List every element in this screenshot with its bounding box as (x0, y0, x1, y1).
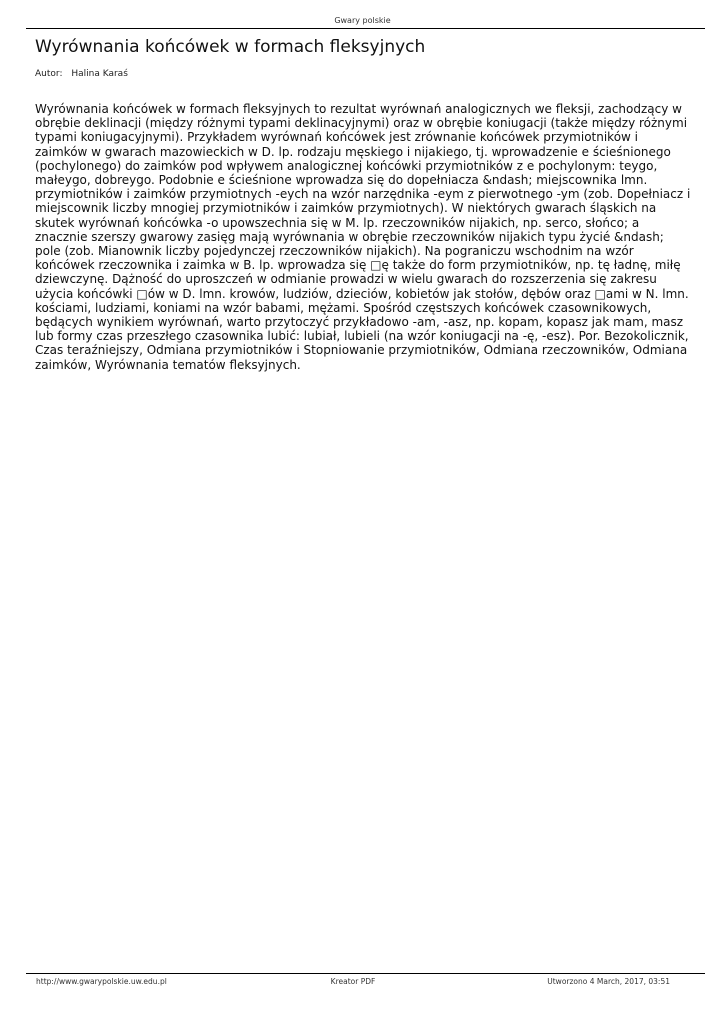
footer-url: http://www.gwarypolskie.uw.edu.pl (36, 977, 167, 986)
author-line (35, 68, 128, 80)
page-header: Gwary polskie (334, 16, 391, 25)
author-name: Halina Karaś (71, 69, 128, 79)
author-label: Autor: (35, 69, 63, 79)
page-title: Wyrównania końcówek w formach fleksyjnych (35, 37, 426, 57)
footer-divider (26, 973, 705, 974)
page-footer (36, 977, 670, 989)
article-body: Wyrównania końcówek w formach fleksyjnych to rezultat wyrównań analogicznych we fleksji, zachodzący w obrębie deklinacji (między różnymi typami deklinacyjnymi) oraz w obrębie koniugacji (także między różnymi typami koniugacyjnymi). Przykładem wyrównań końcówek jest zrównanie końcówek przymiotników i zaimków w gwarach mazowieckich w D. lp. rodzaju męskiego i nijakiego, tj. wprowadzenie e ścieśnionego (pochylonego) do zaimków pod wpływem analogicznej końcówki przymiotników z e pochylonym: teygo, małeygo, dobreygo. Podobnie e ścieśnione wprowadza się do dopełniacza &ndash; miejscownika lmn. przymiotników i zaimków przymiotnych -eych na wzór narzędnika -eym z pierwotnego -ym (zob. Dopełniacz i miejscownik liczby mnogiej przymiotników i zaimków przymiotnych). W niektórych gwarach śląskich na skutek wyrównań końcówka -o upowszechnia się w M. lp. rzeczowników nijakich, np. serco, słońco; a znacznie szerszy gwarowy zasięg mają wyrównania w obrębie rzeczowników nijakich typu życié &ndash; pole (zob. Mianownik liczby pojedynczej rzeczowników nijakich). Na pograniczu wschodnim na wzór końcówek rzeczownika i zaimka w B. lp. wprowadza się □ę także do form przymiotników, np. tę ładnę, miłę dziewczynę. Dążność do uproszczeń w odmianie prowadzi w wielu gwarach do rozszerzenia się zakresu użycia końcówki □ów w D. lmn. krowów, ludziów, dzieciów, kobietów jak stołów, dębów oraz □ami w N. lmn. kościami, ludziami, koniami na wzór babami, mężami. Spośród częstszych końcówek czasownikowych, będących wynikiem wyrównań, warto przytoczyć przykładowo -am, -asz, np. kopam, kopasz jak mam, masz lub formy czas przeszłego czasownika lubić: lubiał, lubieli (na wzór koniugacji na -ę, -esz). Por. Bezokolicznik, Czas teraźniejszy, Odmiana przymiotników i Stopniowanie przymiotników, Odmiana rzeczowników, Odmiana zaimków, Wyrównania tematów fleksyjnych. (35, 102, 691, 372)
footer-created: Utworzono 4 March, 2017, 03:51 (547, 977, 670, 986)
header-divider (26, 28, 705, 29)
footer-generator: Kreator PDF (330, 977, 376, 986)
